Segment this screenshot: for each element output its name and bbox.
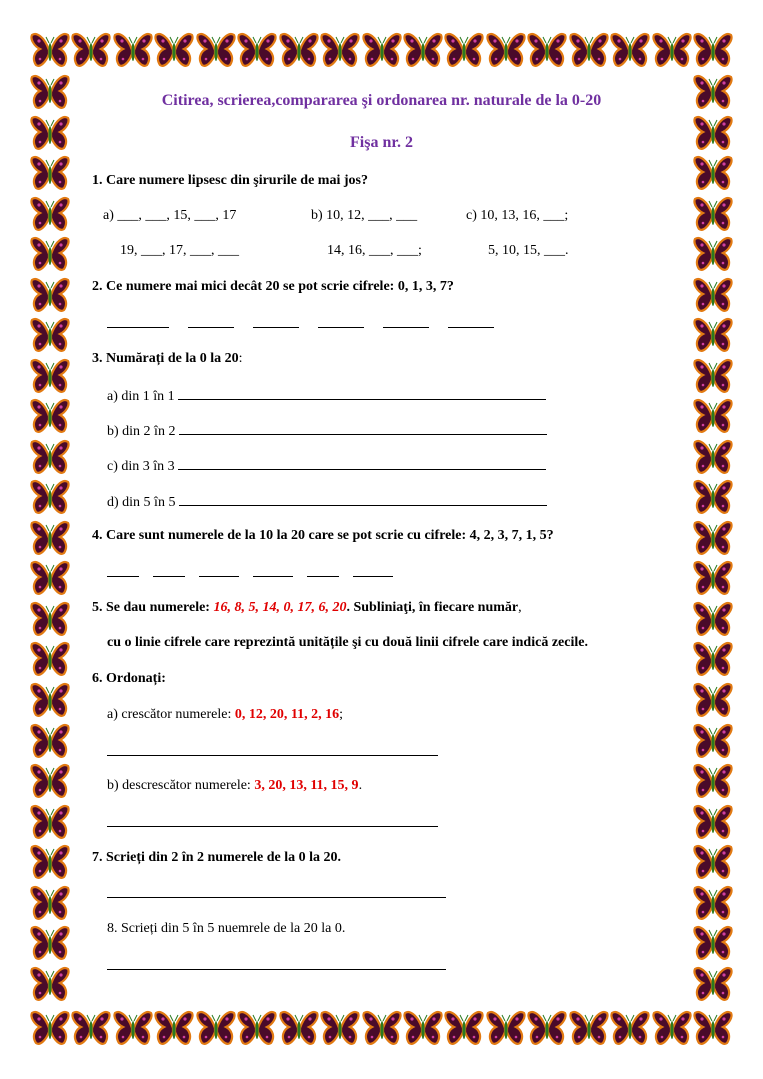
butterfly-icon	[30, 560, 70, 598]
butterfly-icon	[30, 844, 70, 882]
sequence-b1: b) 10, 12, ___, ___	[311, 208, 418, 223]
order-descending: b) descrescător numerele: 3, 20, 13, 11, 15, 9.	[107, 778, 363, 793]
butterfly-icon	[693, 560, 733, 598]
count-row-4: d) din 5 în 5	[107, 492, 547, 512]
butterfly-icon	[30, 966, 70, 1004]
butterfly-icon	[30, 317, 70, 355]
butterfly-icon	[362, 1010, 402, 1048]
butterfly-icon	[30, 641, 70, 679]
butterfly-icon	[693, 317, 733, 355]
border-left	[30, 74, 70, 1004]
butterfly-icon	[693, 277, 733, 315]
sequence-a2: 19, ___, 17, ___, ___	[120, 243, 239, 258]
question-6: 6. Ordonați:	[92, 671, 166, 686]
border-top	[30, 32, 733, 70]
question-4: 4. Care sunt numerele de la 10 la 20 care se pot scrie cu cifrele: 4, 2, 3, 7, 1, 5?	[92, 528, 554, 543]
butterfly-icon	[30, 520, 70, 558]
butterfly-icon	[652, 1010, 692, 1048]
count-row-1: a) din 1 în 1	[107, 386, 546, 406]
border-bottom	[30, 1010, 733, 1048]
butterfly-icon	[237, 32, 277, 70]
question-7: 7. Scrieți din 2 în 2 numerele de la 0 la 20.	[92, 850, 342, 865]
answer-line[interactable]	[179, 492, 547, 506]
butterfly-icon	[196, 1010, 236, 1048]
question-5-instructions: cu o linie cifrele care reprezintă unitățile şi cu două linii cifrele care indică zecile.	[107, 635, 588, 650]
butterfly-icon	[486, 1010, 526, 1048]
butterfly-icon	[486, 32, 526, 70]
answer-line-7[interactable]	[107, 884, 446, 904]
border-right	[693, 74, 733, 1004]
butterfly-icon	[362, 32, 402, 70]
butterfly-icon	[30, 398, 70, 436]
butterfly-icon	[693, 398, 733, 436]
question-3: 3. Numărați de la 0 la 20:	[92, 351, 243, 366]
sequence-b2: 14, 16, ___, ___;	[327, 243, 422, 258]
butterfly-icon	[569, 1010, 609, 1048]
butterfly-icon	[320, 1010, 360, 1048]
butterfly-icon	[30, 439, 70, 477]
butterfly-icon	[30, 277, 70, 315]
butterfly-icon	[527, 1010, 567, 1048]
butterfly-icon	[30, 196, 70, 234]
butterfly-icon	[693, 641, 733, 679]
butterfly-icon	[30, 763, 70, 801]
butterfly-icon	[279, 1010, 319, 1048]
answer-line-8[interactable]	[107, 956, 446, 976]
butterfly-icon	[113, 1010, 153, 1048]
answer-blanks-q2[interactable]	[107, 314, 494, 334]
butterfly-icon	[693, 439, 733, 477]
sequence-c2: 5, 10, 15, ___.	[488, 243, 569, 258]
butterfly-icon	[30, 1010, 70, 1048]
butterfly-icon	[693, 520, 733, 558]
butterfly-icon	[693, 358, 733, 396]
butterfly-icon	[693, 236, 733, 274]
butterfly-icon	[610, 1010, 650, 1048]
butterfly-icon	[403, 1010, 443, 1048]
butterfly-icon	[693, 804, 733, 842]
butterfly-icon	[196, 32, 236, 70]
butterfly-icon	[30, 155, 70, 193]
butterfly-icon	[693, 32, 733, 70]
butterfly-icon	[30, 804, 70, 842]
butterfly-icon	[71, 32, 111, 70]
butterfly-icon	[693, 844, 733, 882]
butterfly-icon	[320, 32, 360, 70]
butterfly-icon	[693, 885, 733, 923]
butterfly-icon	[527, 32, 567, 70]
butterfly-icon	[444, 32, 484, 70]
butterfly-icon	[30, 601, 70, 639]
butterfly-icon	[237, 1010, 277, 1048]
answer-line-6b[interactable]	[107, 813, 438, 833]
answer-line[interactable]	[178, 456, 546, 470]
butterfly-icon	[693, 925, 733, 963]
butterfly-icon	[30, 358, 70, 396]
sequence-c1: c) 10, 13, 16, ___;	[466, 208, 569, 223]
butterfly-icon	[154, 1010, 194, 1048]
question-1: 1. Care numere lipsesc din şirurile de mai jos?	[92, 173, 368, 188]
butterfly-icon	[30, 32, 70, 70]
butterfly-icon	[610, 32, 650, 70]
sequence-a1: a) ___, ___, 15, ___, 17	[103, 208, 237, 223]
butterfly-icon	[30, 479, 70, 517]
butterfly-icon	[693, 479, 733, 517]
butterfly-icon	[279, 32, 319, 70]
butterfly-icon	[693, 682, 733, 720]
butterfly-icon	[30, 723, 70, 761]
butterfly-icon	[693, 196, 733, 234]
order-ascending: a) crescător numerele: 0, 12, 20, 11, 2, 16;	[107, 707, 343, 722]
butterfly-icon	[113, 32, 153, 70]
butterfly-icon	[693, 1010, 733, 1048]
butterfly-icon	[30, 885, 70, 923]
count-row-2: b) din 2 în 2	[107, 421, 547, 441]
answer-line[interactable]	[179, 421, 547, 435]
question-5: 5. Se dau numerele: 16, 8, 5, 14, 0, 17, 6, 20. Subliniaţi, în fiecare număr,	[92, 600, 522, 615]
butterfly-icon	[569, 32, 609, 70]
butterfly-icon	[71, 1010, 111, 1048]
count-row-3: c) din 3 în 3	[107, 456, 546, 476]
answer-line[interactable]	[178, 386, 546, 400]
butterfly-icon	[693, 155, 733, 193]
page-title: Citirea, scrierea,compararea şi ordonarea nr. naturale de la 0-20	[161, 92, 602, 109]
butterfly-icon	[403, 32, 443, 70]
butterfly-icon	[30, 925, 70, 963]
butterfly-icon	[693, 723, 733, 761]
butterfly-icon	[693, 763, 733, 801]
answer-blanks-q4[interactable]	[107, 563, 393, 583]
butterfly-icon	[693, 601, 733, 639]
question-8: 8. Scrieți din 5 în 5 nuemrele de la 20 la 0.	[107, 921, 346, 936]
butterfly-icon	[30, 236, 70, 274]
worksheet-number: Fişa nr. 2	[350, 134, 413, 151]
butterfly-icon	[652, 32, 692, 70]
butterfly-icon	[444, 1010, 484, 1048]
answer-line-6a[interactable]	[107, 742, 438, 762]
butterfly-icon	[154, 32, 194, 70]
butterfly-icon	[693, 966, 733, 1004]
question-2: 2. Ce numere mai mici decât 20 se pot scrie cifrele: 0, 1, 3, 7?	[92, 279, 454, 294]
butterfly-icon	[30, 682, 70, 720]
